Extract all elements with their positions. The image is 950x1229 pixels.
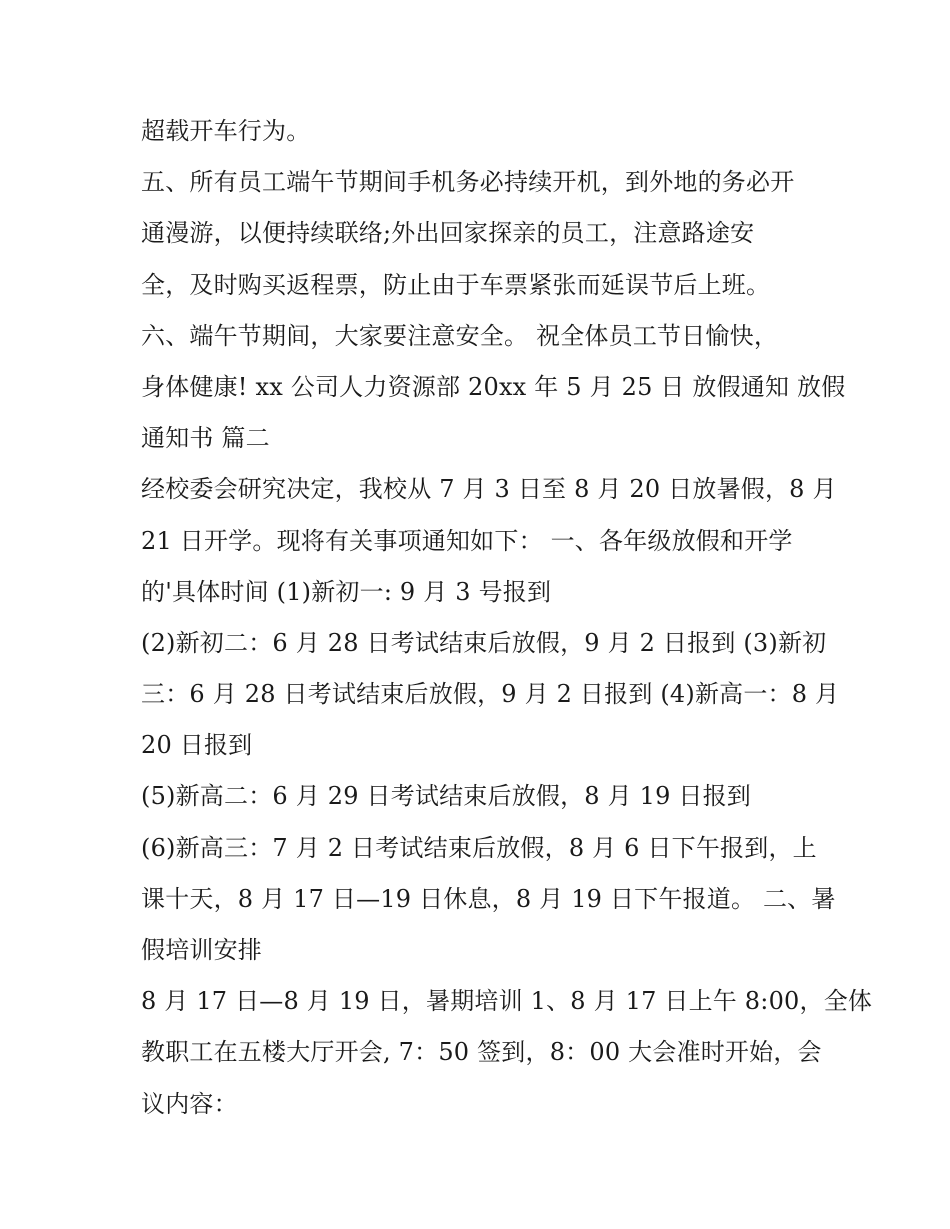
- document-body: [141, 106, 873, 1130]
- text-line: (6)新高三：7 月 2 日考试结束后放假，8 月 6 日下午报到，上: [141, 833, 817, 862]
- text-line: 20 日报到: [141, 731, 253, 760]
- text-line: 超载开车行为。: [141, 117, 311, 145]
- text-line: 五、所有员工端午节期间手机务必持续开机，到外地的务必开: [141, 168, 795, 197]
- text-line: 通知书 篇二: [141, 424, 270, 453]
- text-line: 课十天，8 月 17 日—19 日休息，8 月 19 日下午报道。 二、暑: [141, 884, 836, 913]
- text-line: 六、端午节期间，大家要注意安全。 祝全体员工节日愉快，: [141, 321, 779, 350]
- text-line: 的'具体时间 (1)新初一: 9 月 3 号报到: [141, 577, 552, 606]
- text-line: (5)新高二：6 月 29 日考试结束后放假，8 月 19 日报到: [141, 782, 751, 811]
- text-line: 假培训安排: [141, 936, 262, 964]
- text-line: 8 月 17 日—8 月 19 日，暑期培训 1、8 月 17 日上午 8:00，全体: [141, 987, 873, 1016]
- text-line: 身体健康! xx 公司人力资源部 20xx 年 5 月 25 日 放假通知 放假: [141, 372, 846, 401]
- text-line: 教职工在五楼大厅开会, 7：50 签到，8：00 大会准时开始，会: [141, 1038, 822, 1067]
- text-line: (2)新初二：6 月 28 日考试结束后放假，9 月 2 日报到 (3)新初: [141, 628, 827, 657]
- text-line: 议内容：: [141, 1089, 238, 1118]
- text-line: 通漫游，以便持续联络;外出回家探亲的员工，注意路途安: [141, 219, 755, 248]
- text-line: 三：6 月 28 日考试结束后放假，9 月 2 日报到 (4)新高一：8 月: [141, 680, 840, 709]
- text-line: 经校委会研究决定，我校从 7 月 3 日至 8 月 20 日放暑假，8 月: [141, 475, 837, 504]
- text-line: 21 日开学。现将有关事项通知如下： 一、各年级放假和开学: [141, 526, 793, 555]
- text-line: 全，及时购买返程票，防止由于车票紧张而延误节后上班。: [141, 270, 771, 299]
